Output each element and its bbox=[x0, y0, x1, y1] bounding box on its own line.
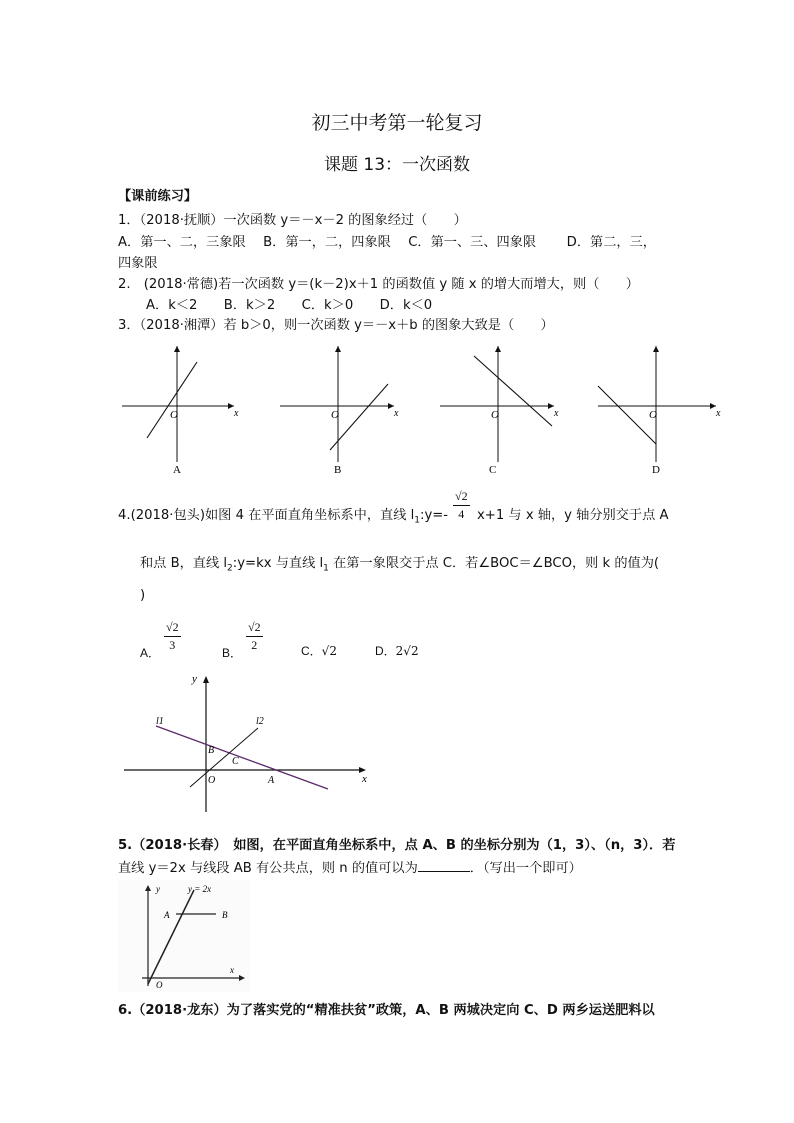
question-3-graphs bbox=[110, 340, 730, 480]
graph-b-label: B bbox=[334, 464, 342, 476]
graph-c-x-label: x bbox=[554, 408, 559, 419]
fig4-x-label: x bbox=[362, 773, 367, 785]
graph-b-origin: O bbox=[331, 409, 339, 421]
fig4-point-c: C bbox=[232, 756, 239, 767]
question-1-options-cont: 四象限 bbox=[118, 256, 158, 271]
fig5-origin: O bbox=[156, 980, 163, 990]
question-2-options: A．k＜2 B．k＞2 C．k＞0 D．k＜0 bbox=[146, 298, 433, 313]
graph-a bbox=[122, 346, 239, 476]
graph-b bbox=[280, 346, 399, 476]
graph-c-label: C bbox=[489, 464, 497, 476]
fig5-point-a: A bbox=[164, 910, 170, 920]
question-4-line3: ) bbox=[140, 588, 146, 603]
q4-option-b-fraction: $\frac{√2}{2}$ bbox=[248, 620, 261, 652]
fig4-origin: O bbox=[208, 775, 216, 786]
question-4-fraction: $\frac{√2}{4}$ bbox=[455, 489, 468, 521]
fig5-y-label: y bbox=[156, 884, 160, 894]
fig5-x-label: x bbox=[230, 965, 234, 975]
graph-b-x-label: x bbox=[394, 408, 399, 419]
question-3-stem: 3．（2018·湘潭）若 b＞0，则一次函数 y＝－x＋b 的图象大致是（ ） bbox=[118, 318, 554, 333]
fig4-point-b: B bbox=[208, 745, 215, 756]
fig5-line-label: y = 2x bbox=[188, 884, 212, 894]
question-6-stem: 6.（2018·龙东）为了落实党的“精准扶贫”政策，A、B 两城决定向 C、D 两乡运送肥料以 bbox=[118, 1003, 655, 1018]
fig4-line-l1: l1 bbox=[156, 716, 164, 727]
graph-d-label: D bbox=[652, 464, 660, 476]
graph-a-label: A bbox=[173, 464, 181, 476]
question-1-stem: 1．（2018·抚顺）一次函数 y＝－x－2 的图象经过（ ） bbox=[118, 213, 467, 228]
question-4-figure bbox=[118, 672, 378, 814]
q4-option-b-label: B． bbox=[222, 646, 243, 660]
answer-blank[interactable] bbox=[418, 860, 470, 872]
graph-d-x-label: x bbox=[716, 408, 721, 419]
section-header: 【课前练习】 bbox=[118, 189, 198, 204]
page-title: 初三中考第一轮复习 bbox=[311, 112, 483, 134]
q4-option-a-fraction: $\frac{√2}{3}$ bbox=[166, 620, 179, 652]
q4-option-a-label: A． bbox=[140, 646, 161, 660]
question-4-line2: 和点 B，直线 $l_2:y=kx$ 与直线 $l_1$ 在第一象限交于点 C．若∠BOC＝∠BCO，则 k 的值为( bbox=[140, 556, 660, 574]
graph-c bbox=[440, 346, 559, 476]
graph-c-origin: O bbox=[491, 409, 499, 421]
fig5-point-b: B bbox=[222, 910, 228, 920]
q4-option-c: C．√2 bbox=[301, 644, 337, 658]
fig4-y-label: y bbox=[192, 673, 197, 685]
q4-option-d: D．2√2 bbox=[375, 644, 419, 658]
question-1-options: A．第一、二，三象限 B．第一，二，四象限 C．第一、三、四象限 D．第二，三， bbox=[118, 235, 656, 250]
fig4-line-l2: l2 bbox=[256, 716, 264, 727]
page-subtitle: 课题 13：一次函数 bbox=[323, 155, 471, 175]
question-4-stem: 4.(2018·包头)如图 4 在平面直角坐标系中，直线 $l_1:y=-$ bbox=[118, 508, 449, 526]
question-5-figure bbox=[118, 880, 250, 992]
graph-d bbox=[598, 346, 721, 476]
question-5-stem-cont: 直线 y＝2x 与线段 AB 有公共点，则 n 的值可以为 ．（写出一个即可） bbox=[118, 861, 582, 876]
graph-a-x-label: x bbox=[234, 408, 239, 419]
graph-a-origin: O bbox=[170, 409, 178, 421]
question-4-stem-cont: x+1 与 x 轴，y 轴分别交于点 A bbox=[477, 508, 669, 523]
fig4-point-a: A bbox=[268, 775, 275, 786]
question-5-stem: 5.（2018·长春） 如图，在平面直角坐标系中，点 A、B 的坐标分别为（1，3）、（n，3）．若 bbox=[118, 838, 676, 853]
question-2-stem: 2. (2018·常德)若一次函数 y＝(k－2)x＋1 的函数值 y 随 x 的增大而增大，则（ ） bbox=[118, 277, 639, 292]
graph-d-origin: O bbox=[649, 409, 657, 421]
